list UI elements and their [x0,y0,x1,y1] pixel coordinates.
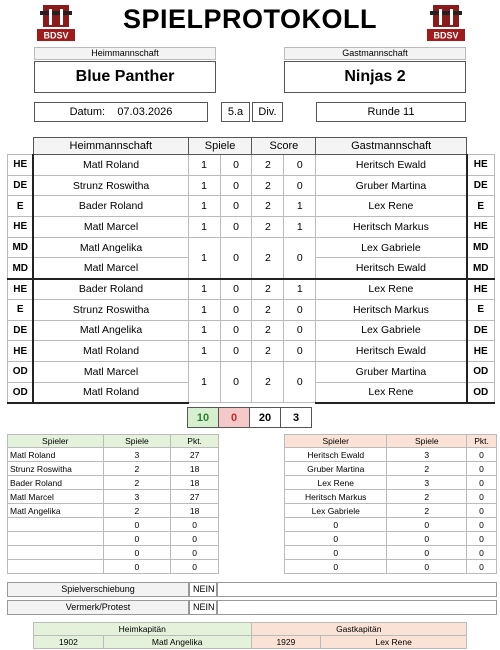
home-team-name: Blue Panther [34,61,216,93]
match-away-player: Heritsch Markus [316,299,467,320]
match-games-home: 1 [188,320,220,341]
stats-points: 0 [171,518,219,532]
stats-games: 2 [387,490,467,504]
match-away-player: Lex Rene [316,196,467,217]
stats-points: 0 [171,560,219,574]
bdsv-logo-right [425,3,467,43]
col-away: Gastmannschaft [316,138,467,155]
stats-games: 2 [387,462,467,476]
match-type-home: MD [8,258,34,279]
stats-points: 0 [467,532,497,546]
match-s1: 1 [188,361,220,402]
stats-points: 0 [467,518,497,532]
match-score-home: 2 [252,320,284,341]
match-games-home: 1 [188,341,220,362]
match-type-away: DE [467,175,495,196]
stats-row [285,462,497,476]
round-box: Runde 11 [316,102,466,122]
stats-row [285,490,497,504]
stats-player [8,546,104,560]
total-games-away: 0 [219,408,250,428]
home-stats-table [7,434,219,574]
match-s2: 0 [220,237,252,278]
col-spiele: Spiele [188,138,252,155]
stats-player: Lex Gabriele [285,504,387,518]
stats-row [285,504,497,518]
match-type-home: HE [8,341,34,362]
stats-player: Heritsch Ewald [285,448,387,462]
stats-games: 3 [387,448,467,462]
stats-points: 0 [171,532,219,546]
match-row [8,320,495,341]
league-box: 5.a [221,102,250,122]
away-stats-header [285,435,497,448]
match-table [7,137,495,404]
match-type-away: HE [467,341,495,362]
home-team-label: Heimmannschaft [34,47,216,60]
match-away-player: Heritsch Ewald [316,258,467,279]
postpone-label: Spielverschiebung [7,582,189,597]
match-type-away: MD [467,237,495,258]
stats-games: 0 [387,546,467,560]
stats-points: 0 [467,462,497,476]
match-header-row [8,138,495,155]
match-score-away: 1 [284,279,316,300]
stats-player: Bader Roland [8,476,104,490]
stats-points: 0 [467,560,497,574]
match-games-home: 1 [188,299,220,320]
home-stats-col-player: Spieler [8,435,104,448]
match-sc1: 2 [252,237,284,278]
stats-row [8,476,219,490]
home-stats-col-games: Spiele [103,435,171,448]
stats-games: 3 [387,476,467,490]
match-type-away: DE [467,320,495,341]
match-score-home: 2 [252,175,284,196]
match-row [8,341,495,362]
match-home-player: Matl Marcel [33,217,188,238]
match-row [8,155,495,176]
stats-row [8,504,219,518]
stats-row [285,448,497,462]
match-games-away: 0 [220,299,252,320]
match-home-player: Strunz Roswitha [33,175,188,196]
stats-points: 0 [171,546,219,560]
stats-games: 3 [103,448,171,462]
match-type-home: HE [8,217,34,238]
match-away-player: Lex Rene [316,382,467,403]
match-type-home: E [8,196,34,217]
stats-player: Matl Roland [8,448,104,462]
match-away-player: Heritsch Markus [316,217,467,238]
stats-player [8,560,104,574]
page-title: SPIELPROTOKOLL [122,4,378,34]
match-type-home: DE [8,175,34,196]
match-home-player: Matl Marcel [33,258,188,279]
stats-games: 0 [103,560,171,574]
match-games-away: 0 [220,217,252,238]
match-home-player: Matl Roland [33,341,188,362]
match-away-player: Heritsch Ewald [316,155,467,176]
stats-row [285,518,497,532]
match-row [8,237,495,258]
stats-row [8,448,219,462]
match-games-home: 1 [188,155,220,176]
stats-row [285,560,497,574]
match-home-player: Matl Roland [33,155,188,176]
match-type-home: HE [8,155,34,176]
away-captain-label: Gastkapitän [251,623,467,636]
match-score-away: 0 [284,299,316,320]
match-score-away: 0 [284,320,316,341]
stats-row [285,546,497,560]
stats-games: 0 [103,518,171,532]
match-home-player: Bader Roland [33,196,188,217]
match-away-player: Gruber Martina [316,175,467,196]
stats-games: 3 [103,490,171,504]
stats-games: 0 [387,532,467,546]
match-type-away: OD [467,361,495,382]
match-score-away: 0 [284,155,316,176]
stats-row [8,462,219,476]
stats-player: 0 [285,560,387,574]
stats-player: 0 [285,532,387,546]
protest-notes[interactable] [217,600,497,615]
match-games-away: 0 [220,155,252,176]
stats-player: Matl Marcel [8,490,104,504]
home-captain-label: Heimkapitän [34,623,252,636]
match-home-player: Matl Roland [33,382,188,403]
div-box: Div. [252,102,283,122]
stats-games: 2 [103,504,171,518]
total-score-away: 3 [281,408,312,428]
stats-games: 2 [387,504,467,518]
stats-row [8,518,219,532]
stats-row [285,476,497,490]
stats-player: Matl Angelika [8,504,104,518]
match-score-home: 2 [252,217,284,238]
home-captain-name: Matl Angelika [103,636,251,649]
col-score: Score [252,138,316,155]
match-score-away: 1 [284,217,316,238]
match-score-home: 2 [252,341,284,362]
match-type-away: E [467,196,495,217]
match-sc2: 0 [284,237,316,278]
match-row [8,361,495,382]
stats-player [8,518,104,532]
match-type-away: HE [467,217,495,238]
stats-points: 18 [171,476,219,490]
stats-points: 27 [171,448,219,462]
stats-points: 0 [467,490,497,504]
date-label: Datum: [69,106,106,118]
stats-points: 0 [467,504,497,518]
away-captain-name: Lex Rene [321,636,467,649]
match-home-player: Matl Marcel [33,361,188,382]
match-sc1: 2 [252,361,284,402]
stats-games: 2 [103,462,171,476]
match-score-home: 2 [252,155,284,176]
match-type-away: OD [467,382,495,403]
match-type-home: OD [8,361,34,382]
stats-points: 0 [467,476,497,490]
stats-row [8,490,219,504]
match-home-player: Bader Roland [33,279,188,300]
match-games-home: 1 [188,175,220,196]
match-row [8,279,495,300]
match-games-home: 1 [188,217,220,238]
match-row [8,217,495,238]
total-games-home: 10 [188,408,219,428]
total-score-home: 20 [250,408,281,428]
match-score-home: 2 [252,279,284,300]
protest-value: NEIN [189,600,217,615]
match-games-away: 0 [220,279,252,300]
stats-points: 27 [171,490,219,504]
stats-player: Strunz Roswitha [8,462,104,476]
away-stats-col-player: Spieler [285,435,387,448]
postpone-notes[interactable] [217,582,497,597]
stats-games: 0 [387,560,467,574]
match-home-player: Matl Angelika [33,237,188,258]
match-score-away: 0 [284,341,316,362]
away-team-name: Ninjas 2 [284,61,466,93]
match-games-away: 0 [220,175,252,196]
match-score-home: 2 [252,196,284,217]
stats-games: 2 [103,476,171,490]
stats-games: 0 [387,518,467,532]
match-home-player: Matl Angelika [33,320,188,341]
match-type-home: MD [8,237,34,258]
stats-row [8,546,219,560]
bdsv-logo-left [35,3,77,43]
match-s1: 1 [188,237,220,278]
match-games-away: 0 [220,341,252,362]
match-home-player: Strunz Roswitha [33,299,188,320]
stats-player: Lex Rene [285,476,387,490]
match-games-home: 1 [188,279,220,300]
logo-text: BDSV [433,30,459,41]
match-s2: 0 [220,361,252,402]
stats-player: 0 [285,518,387,532]
match-row [8,175,495,196]
home-stats-col-points: Pkt. [171,435,219,448]
match-score-home: 2 [252,299,284,320]
stats-row [8,532,219,546]
match-score-away: 1 [284,196,316,217]
stats-player: Heritsch Markus [285,490,387,504]
match-row [8,196,495,217]
match-type-home: DE [8,320,34,341]
away-team-label: Gastmannschaft [284,47,466,60]
match-row [8,299,495,320]
away-stats-col-points: Pkt. [467,435,497,448]
stats-points: 0 [467,448,497,462]
date-box [34,102,208,122]
stats-row [8,560,219,574]
stats-games: 0 [103,546,171,560]
postpone-value: NEIN [189,582,217,597]
stats-player: 0 [285,546,387,560]
col-home: Heimmannschaft [33,138,188,155]
stats-row [285,532,497,546]
date-value: 07.03.2026 [117,106,173,118]
match-away-player: Lex Gabriele [316,320,467,341]
match-type-home: OD [8,382,34,403]
match-type-away: MD [467,258,495,279]
match-type-home: HE [8,279,34,300]
logo-text: BDSV [43,30,69,41]
away-stats-col-games: Spiele [387,435,467,448]
protest-label: Vermerk/Protest [7,600,189,615]
match-type-away: HE [467,155,495,176]
away-stats-table [284,434,497,574]
home-captain-id: 1902 [34,636,104,649]
stats-games: 0 [103,532,171,546]
match-type-away: E [467,299,495,320]
match-score-away: 0 [284,175,316,196]
match-sc2: 0 [284,361,316,402]
match-type-away: HE [467,279,495,300]
match-games-away: 0 [220,196,252,217]
stats-points: 18 [171,462,219,476]
match-away-player: Lex Gabriele [316,237,467,258]
captains-table [33,622,467,649]
match-away-player: Lex Rene [316,279,467,300]
stats-points: 0 [467,546,497,560]
match-games-away: 0 [220,320,252,341]
match-away-player: Heritsch Ewald [316,341,467,362]
home-stats-header [8,435,219,448]
stats-player [8,532,104,546]
away-captain-id: 1929 [251,636,321,649]
match-games-home: 1 [188,196,220,217]
totals-table [187,407,312,428]
stats-player: Gruber Martina [285,462,387,476]
stats-points: 18 [171,504,219,518]
match-type-home: E [8,299,34,320]
match-away-player: Gruber Martina [316,361,467,382]
